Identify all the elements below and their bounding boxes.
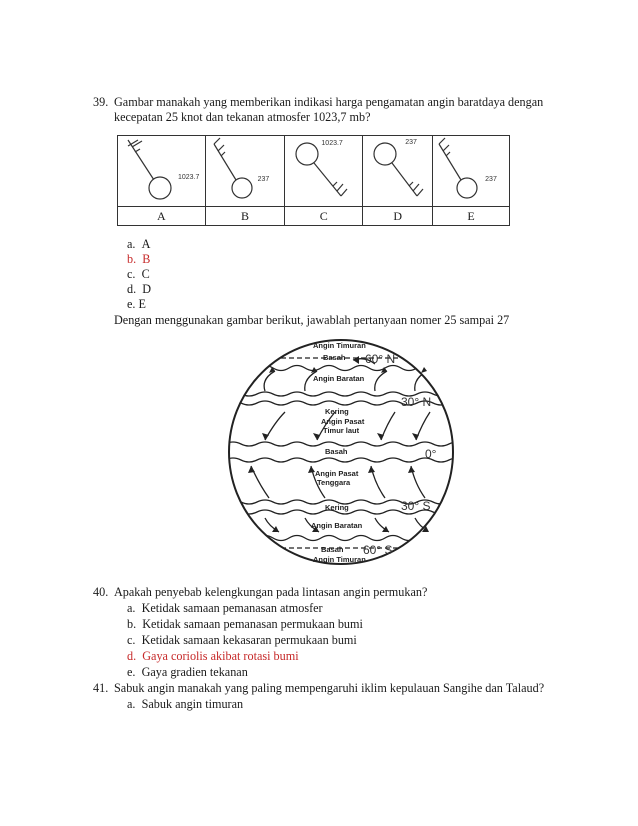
lat-label-60s: 60° S (363, 543, 393, 557)
option-text: Ketidak samaan kekasaran permukaan bumi (141, 633, 357, 647)
option-letter: a. (127, 237, 136, 251)
q40-option-d-answer[interactable] (127, 649, 299, 663)
q41-option-a[interactable] (127, 697, 243, 711)
station-model-e (433, 136, 510, 207)
station-model-b (205, 136, 285, 207)
option-text: B (142, 252, 151, 266)
label-basah-top: Basah (323, 353, 346, 362)
label-basah-bot: Basah (321, 545, 344, 554)
option-text: A (141, 237, 151, 251)
option-text: Gaya gradien tekanan (141, 665, 248, 679)
option-text: Sabuk angin timuran (141, 697, 244, 711)
q39-option-d[interactable] (127, 282, 151, 296)
q41-number: 41. (93, 681, 109, 695)
label-pasat-tg-1: Angin Pasat (315, 469, 359, 478)
q39-text-line2: kecepatan 25 knot dan tekanan atmosfer 1023,7 mb? (114, 110, 371, 124)
label-pasat-tl-2: Timur laut (323, 426, 360, 435)
station-model-d (363, 136, 433, 207)
q40-question: Apakah penyebab kelengkungan pada lintasan angin permukan? (114, 585, 428, 599)
pressure-value-a: 1023.7 (178, 174, 200, 181)
q39-number: 39. (93, 95, 109, 109)
option-text: Ketidak samaan pemanasan atmosfer (141, 601, 323, 615)
label-angin-timuran-bot: Angin Timuran (313, 555, 366, 564)
lat-label-30n: 30° N (401, 395, 432, 409)
label-pasat-tl-1: Angin Pasat (321, 417, 365, 426)
station-model-e-symbol (433, 136, 510, 206)
option-letter: b. (127, 252, 137, 266)
option-letter: d. (127, 649, 137, 663)
label-angin-baratan-bot: Angin Baratan (311, 521, 363, 530)
lat-label-30s: 30° S (401, 499, 431, 513)
pressure-value-c: 1023.7 (321, 140, 343, 147)
option-text: Gaya coriolis akibat rotasi bumi (142, 649, 299, 663)
figure-label-a: A (118, 207, 206, 226)
intro-text: Dengan menggunakan gambar berikut, jawablah pertanyaan nomer 25 sampai 27 (114, 313, 510, 327)
q40-option-e[interactable] (127, 665, 248, 679)
global-wind-belts-diagram (225, 336, 457, 568)
label-angin-baratan-top: Angin Baratan (313, 374, 365, 383)
pressure-value-e: 237 (485, 176, 497, 183)
option-letter: a. (127, 697, 136, 711)
option-letter: a. (127, 601, 136, 615)
label-basah-mid: Basah (325, 447, 348, 456)
q41-question: Sabuk angin manakah yang paling mempengaruhi iklim kepulauan Sangihe dan Talaud? (114, 681, 545, 695)
figure-label-d: D (363, 207, 433, 226)
label-kering-bot: Kering (325, 503, 349, 512)
q40-option-c[interactable] (127, 633, 357, 647)
pressure-value-d: 237 (405, 139, 417, 146)
station-model-d-symbol (363, 136, 433, 206)
figure-label-c: C (285, 207, 363, 226)
q39-option-e[interactable] (127, 297, 146, 311)
station-model-b-symbol (206, 136, 286, 206)
q40-option-a[interactable] (127, 601, 323, 615)
label-angin-timuran-top: Angin Timuran (313, 341, 366, 350)
option-letter: b. (127, 617, 137, 631)
q39-option-b-answer[interactable] (127, 252, 150, 266)
option-letter: e. (127, 665, 136, 679)
pressure-value-b: 237 (257, 176, 270, 183)
q39-option-a[interactable] (127, 237, 150, 251)
q39-text-line1: Gambar manakah yang memberikan indikasi harga pengamatan angin baratdaya dengan (114, 95, 544, 109)
option-letter: d. (127, 282, 137, 296)
option-text: Ketidak samaan pemanasan permukaan bumi (142, 617, 363, 631)
option-text: E (138, 297, 146, 311)
lat-label-eq: 0° (425, 447, 437, 461)
station-model-figure (117, 135, 510, 226)
option-letter: c. (127, 633, 136, 647)
option-letter: c. (127, 267, 136, 281)
option-text: C (141, 267, 150, 281)
figure-label-e: E (433, 207, 510, 226)
station-model-a (118, 136, 206, 207)
q40-option-b[interactable] (127, 617, 363, 631)
lat-label-60n: 60° N (365, 352, 396, 366)
station-model-a-symbol (118, 136, 206, 206)
label-kering-top: Kering (325, 407, 349, 416)
q40-number: 40. (93, 585, 109, 599)
q39-option-c[interactable] (127, 267, 150, 281)
option-text: D (142, 282, 152, 296)
station-model-c (285, 136, 363, 207)
label-pasat-tg-2: Tenggara (317, 478, 351, 487)
figure-label-b: B (205, 207, 285, 226)
option-letter: e. (127, 297, 136, 311)
